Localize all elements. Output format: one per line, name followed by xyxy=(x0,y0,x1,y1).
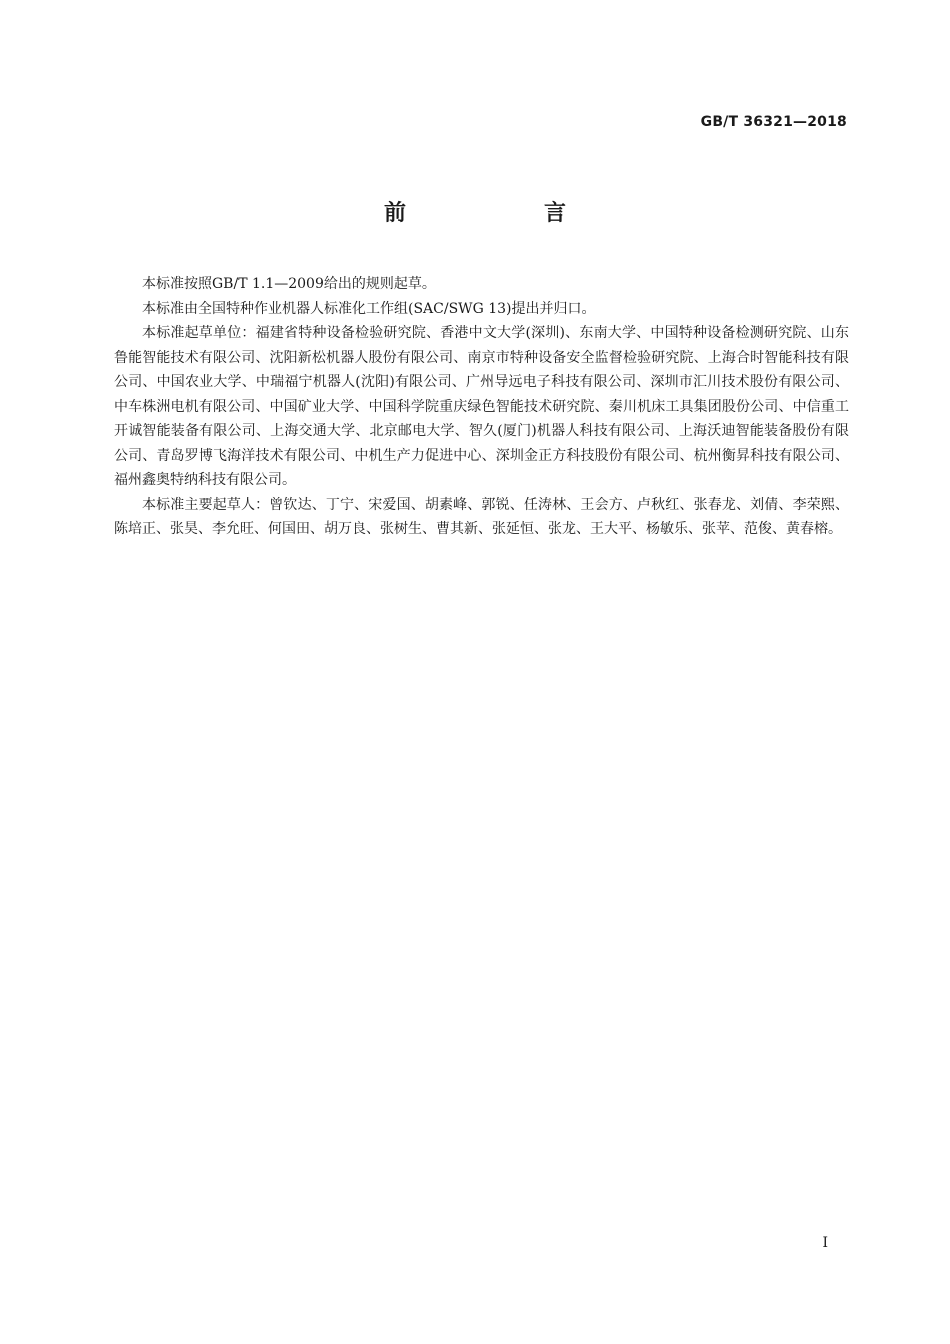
paragraph-drafting-units: 本标准起草单位：福建省特种设备检验研究院、香港中文大学(深圳)、东南大学、中国特种设备检测研究院、山东鲁能智能技术有限公司、沈阳新松机器人股份有限公司、南京市特种设备安全监督检验研究院、上海合时智能科技有限公司、中国农业大学、中瑞福宁机器人(沈阳)有限公司、广州导远电子科技有限公司、深圳市汇川技术股份有限公司、中车株洲电机有限公司、中国矿业大学、中国科学院重庆绿色智能技术研究院、秦川机床工具集团股份公司、中信重工开诚智能装备有限公司、上海交通大学、北京邮电大学、智久(厦门)机器人科技有限公司、上海沃迪智能装备股份有限公司、青岛罗博飞海洋技术有限公司、中机生产力促进中心、深圳金正方科技股份有限公司、杭州衡昇科技有限公司、福州鑫奥特纳科技有限公司。 xyxy=(114,325,849,488)
paragraph-proposer: 本标准由全国特种作业机器人标准化工作组(SAC/SWG 13)提出并归口。 xyxy=(142,300,596,317)
standard-code: GB/T 36321—2018 xyxy=(700,114,847,130)
paragraph-drafting-rules: 本标准按照GB/T 1.1—2009给出的规则起草。 xyxy=(142,276,436,292)
page-title: 前 言 xyxy=(383,201,624,226)
page-number: I xyxy=(822,1235,828,1251)
paragraph-main-drafters: 本标准主要起草人：曾钦达、丁宁、宋爱国、胡素峰、郭锐、任涛林、王会方、卢秋红、张春龙、刘倩、李荣熙、陈培正、张昊、李允旺、何国田、胡万良、张树生、曹其新、张延恒、张龙、王大平、杨敏乐、张苹、范俊、黄春榕。 xyxy=(114,496,849,537)
document-body xyxy=(114,272,849,542)
